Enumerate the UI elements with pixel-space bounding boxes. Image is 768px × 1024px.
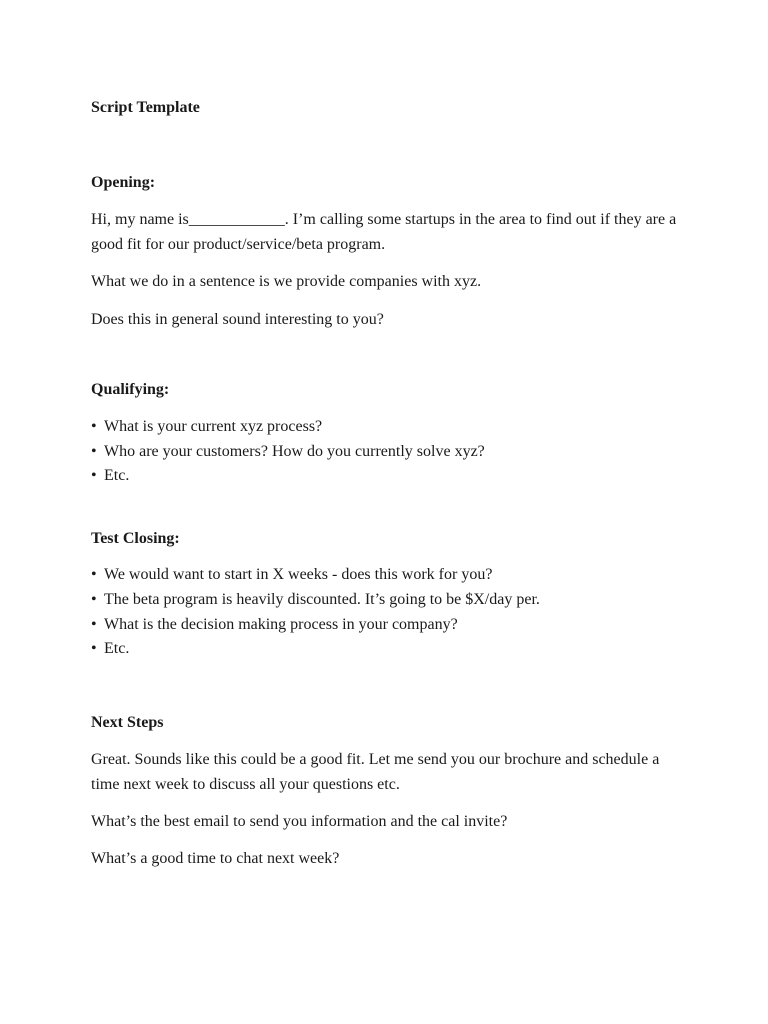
opening-paragraph: Does this in general sound interesting to you? bbox=[91, 311, 384, 328]
list-item bbox=[91, 563, 691, 588]
list-item-text: Who are your customers? How do you currently solve xyz? bbox=[104, 442, 485, 460]
list-item bbox=[91, 637, 691, 662]
bullet-icon: • bbox=[91, 442, 97, 460]
next-steps-paragraph: What’s a good time to chat next week? bbox=[91, 849, 340, 867]
list-item-text: The beta program is heavily discounted. It’s going to be $X/day per. bbox=[104, 590, 540, 608]
list-item bbox=[91, 464, 691, 489]
list-item-text: What is your current xyz process? bbox=[104, 418, 323, 435]
list-item bbox=[91, 588, 691, 613]
bullet-icon: • bbox=[91, 467, 97, 485]
document-title: Script Template bbox=[91, 99, 200, 116]
bullet-icon: • bbox=[91, 566, 97, 584]
opening-paragraph: What we do in a sentence is we provide companies with xyz. bbox=[91, 273, 482, 290]
list-item bbox=[91, 440, 691, 465]
next-steps-paragraph: Great. Sounds like this could be a good fit. Let me send you our brochure and schedule a time next week to discuss all your questions etc. bbox=[91, 750, 660, 793]
document-body bbox=[91, 96, 691, 871]
section-heading-next-steps: Next Steps bbox=[91, 713, 164, 731]
opening-paragraph: Hi, my name is____________. I’m calling some startups in the area to find out if they are a good fit for our product/service/beta program. bbox=[91, 211, 677, 253]
bullet-icon: • bbox=[91, 418, 97, 435]
bullet-icon: • bbox=[91, 640, 97, 658]
next-steps-paragraph: What’s the best email to send you information and the cal invite? bbox=[91, 812, 508, 830]
bullet-icon: • bbox=[91, 615, 97, 633]
section-heading-opening: Opening: bbox=[91, 174, 156, 191]
list-item bbox=[91, 415, 691, 440]
list-item-text: Etc. bbox=[104, 467, 130, 485]
section-heading-test-closing: Test Closing: bbox=[91, 530, 180, 548]
list-item-text: We would want to start in X weeks - does this work for you? bbox=[104, 566, 493, 584]
section-heading-qualifying: Qualifying: bbox=[91, 381, 170, 398]
qualifying-bullet-list bbox=[91, 415, 691, 489]
test-closing-bullet-list bbox=[91, 563, 691, 662]
list-item-text: Etc. bbox=[104, 640, 130, 658]
bullet-icon: • bbox=[91, 590, 97, 608]
list-item bbox=[91, 613, 691, 638]
list-item-text: What is the decision making process in your company? bbox=[104, 615, 458, 633]
